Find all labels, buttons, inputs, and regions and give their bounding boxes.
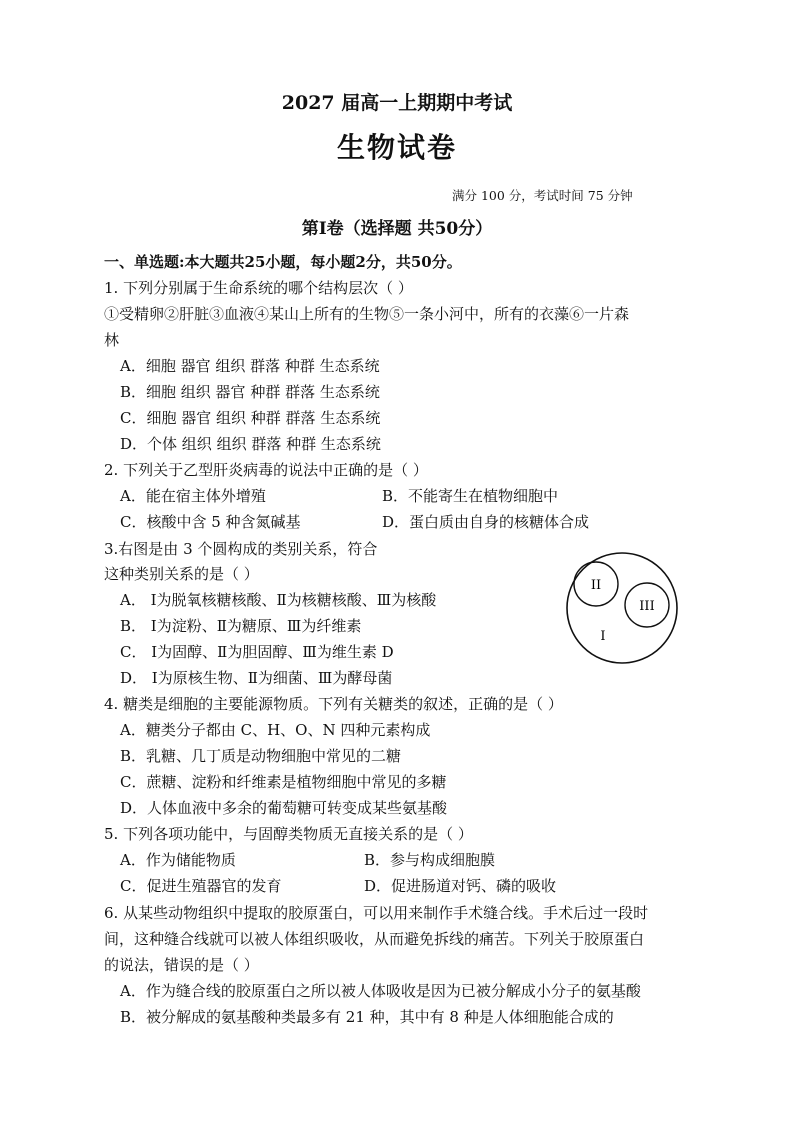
q5-option-a: A．作为储能物质: [120, 851, 236, 869]
q6-stem-line2: 间，这种缝合线就可以被人体组织吸收，从而避免拆线的痛苦。下列关于胶原蛋白: [104, 930, 645, 948]
q2-option-c: C．核酸中含 5 种含氮碱基: [120, 513, 301, 531]
q6-option-a: A．作为缝合线的胶原蛋白之所以被人体吸收是因为已被分解成小分子的氨基酸: [120, 982, 641, 1000]
q5-option-c: C．促进生殖器官的发育: [120, 877, 282, 895]
venn-diagram: [556, 552, 688, 664]
label-outer: I: [600, 629, 606, 644]
q1-option-c: C．细胞 器官 组织 种群 群落 生态系统: [120, 409, 381, 427]
q4-option-c: C．蔗糖、淀粉和纤维素是植物细胞中常见的多糖: [120, 773, 447, 791]
q3-option-a: A． Ⅰ为脱氧核糖核酸、Ⅱ为核糖核酸、Ⅲ为核酸: [120, 591, 437, 609]
exam-title: 2027 届高一上期期中考试: [281, 92, 513, 114]
q1-option-a: A．细胞 器官 组织 群落 种群 生态系统: [120, 357, 380, 375]
q6-stem-line3: 的说法，错误的是（ ）: [104, 956, 259, 974]
q3-option-b: B． Ⅰ为淀粉、Ⅱ为糖原、Ⅲ为纤维素: [120, 617, 362, 635]
q4-stem: 4. 糖类是细胞的主要能源物质。下列有关糖类的叙述，正确的是（ ）: [104, 695, 563, 713]
subject-title: 生物试卷: [336, 131, 457, 164]
q3-option-d: D． Ⅰ为原核生物、Ⅱ为细菌、Ⅲ为酵母菌: [120, 669, 393, 687]
label-right: III: [639, 599, 655, 614]
q3-stem-line2: 这种类别关系的是（ ）: [104, 565, 259, 583]
exam-meta: 满分 100 分，考试时间 75 分钟: [452, 188, 633, 203]
q6-stem-line1: 6. 从某些动物组织中提取的胶原蛋白，可以用来制作手术缝合线。手术后过一段时: [104, 904, 649, 922]
q4-option-a: A．糖类分子都由 C、H、O、N 四种元素构成: [120, 721, 431, 739]
q1-items-line2: 林: [104, 331, 120, 349]
q1-items-line1: ①受精卵②肝脏③血液④某山上所有的生物⑤一条小河中，所有的衣藻⑥一片森: [104, 305, 630, 323]
q2-option-b: B．不能寄生在植物细胞中: [382, 487, 559, 505]
volume-title: 第Ⅰ卷（选择题 共50分）: [301, 219, 493, 239]
q2-option-a: A．能在宿主体外增殖: [120, 487, 266, 505]
section-title: 一、单选题:本大题共25小题，每小题2分，共50分。: [104, 253, 462, 271]
q5-stem: 5. 下列各项功能中，与固醇类物质无直接关系的是（ ）: [104, 825, 473, 843]
q6-option-b: B．被分解成的氨基酸种类最多有 21 种，其中有 8 种是人体细胞能合成的: [120, 1008, 614, 1026]
circle-outer: [567, 553, 677, 663]
q1-option-d: D．个体 组织 组织 群落 种群 生态系统: [120, 435, 381, 453]
q3-stem-line1: 3.右图是由 3 个圆构成的类别关系，符合: [104, 540, 378, 558]
q4-option-b: B．乳糖、几丁质是动物细胞中常见的二糖: [120, 747, 402, 765]
q4-option-d: D．人体血液中多余的葡萄糖可转变成某些氨基酸: [120, 799, 448, 817]
label-left: II: [590, 578, 602, 593]
q2-option-d: D．蛋白质由自身的核糖体合成: [382, 513, 590, 531]
q5-option-d: D．促进肠道对钙、磷的吸收: [364, 877, 557, 895]
q2-stem: 2. 下列关于乙型肝炎病毒的说法中正确的是（ ）: [104, 461, 428, 479]
q1-option-b: B．细胞 组织 器官 种群 群落 生态系统: [120, 383, 380, 401]
q3-option-c: C． Ⅰ为固醇、Ⅱ为胆固醇、Ⅲ为维生素 D: [120, 643, 394, 661]
q5-option-b: B．参与构成细胞膜: [364, 851, 496, 869]
q1-stem: 1. 下列分别属于生命系统的哪个结构层次（ ）: [104, 279, 413, 297]
